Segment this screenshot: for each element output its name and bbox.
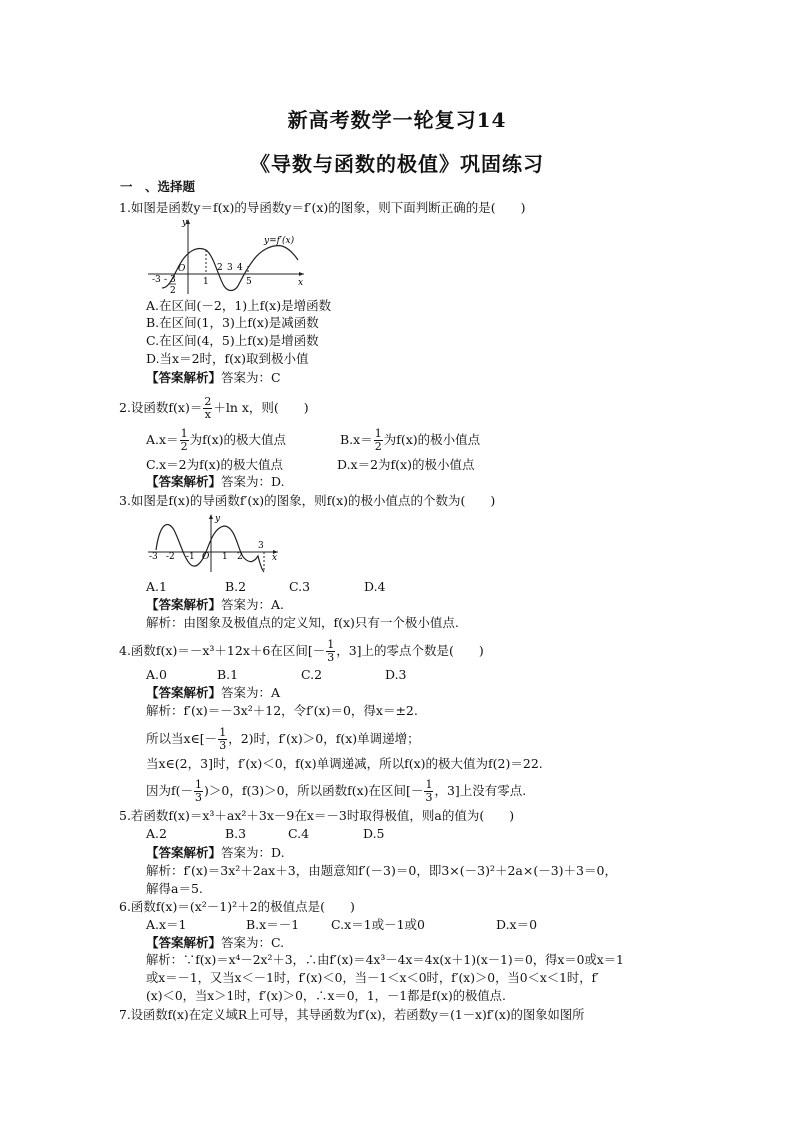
q3-y-label: y	[215, 514, 221, 524]
q4-option-a: A.0	[146, 667, 167, 682]
q4-stem-pre: 4.函数f(x)＝－x³＋12x＋6在区间[－	[119, 643, 326, 658]
q1-option-b: B.在区间(1，3)上f(x)是减函数	[146, 315, 319, 330]
q6-option-b: B.x＝－1	[246, 917, 300, 932]
q4-answer-text: 答案为：A	[221, 685, 281, 700]
q6-option-a: A.x＝1	[146, 917, 187, 932]
q4-e2-post: ，2)时，f′(x)＞0，f(x)单调递增；	[228, 731, 420, 746]
q2-option-b	[340, 428, 480, 453]
q4-e2-den: 3	[219, 739, 227, 752]
q4-fraction	[326, 639, 335, 664]
svg-text:-: -	[164, 275, 168, 285]
section-heading: 一 、选择题	[120, 179, 196, 194]
q4-answer-tag: 【答案解析】	[146, 685, 222, 700]
q3-y-arrow	[209, 514, 213, 519]
q4-explanation-2	[146, 727, 420, 752]
q4-e4-num2: 1	[425, 778, 433, 791]
q4-e4-den2: 3	[425, 791, 433, 804]
q6-answer-tag: 【答案解析】	[146, 935, 222, 950]
q3-answer-text: 答案为：A.	[221, 597, 285, 612]
q2-opt-b-frac	[374, 428, 383, 453]
q2-opt-b-post: 为f(x)的极小值点	[383, 432, 481, 447]
q1-tick-5: 5	[246, 277, 252, 287]
q2-opt-a-frac	[180, 428, 189, 453]
q7-stem: 7.设函数f(x)在定义域R上可导，其导函数为f′(x)，若函数y＝(1－x)f′(x)的图象如图所	[119, 1008, 585, 1022]
q2-answer	[146, 473, 285, 490]
q4-e4-num1: 1	[195, 778, 203, 791]
q1-tick-4: 4	[237, 263, 243, 273]
q6-explanation-1: 解析：∵f(x)＝x⁴－2x²＋3，∴由f′(x)＝4x³－4x＝4x(x＋1)(x－1)＝0，得x＝0或x＝1	[146, 953, 624, 967]
q2-frac-den: x	[204, 408, 211, 421]
q1-x-arrow	[299, 272, 304, 276]
q3-derivative-graph	[146, 512, 281, 574]
q6-option-c: C.x＝1或－1或0	[331, 917, 426, 932]
q3-option-a: A.1	[146, 579, 167, 594]
q4-answer	[146, 684, 280, 701]
q1-origin-label: O	[178, 264, 186, 274]
q4-e2-pre: 所以当x∈[－	[146, 731, 218, 746]
q3-tick-1: 1	[222, 552, 228, 562]
q2-opt-a-den: 2	[180, 440, 188, 453]
q1-option-d: D.当x＝2时，f(x)取到极小值	[146, 351, 309, 366]
q3-explanation: 解析：由图象及极值点的定义知，f(x)只有一个极小值点.	[146, 615, 459, 630]
q1-derivative-graph	[148, 216, 308, 296]
q2-fraction	[203, 396, 212, 421]
q1-option-a: A.在区间(－2，1)上f(x)是增函数	[146, 298, 332, 313]
q1-answer-text: 答案为：C	[221, 370, 281, 385]
q2-option-c: C.x＝2为f(x)的极大值点	[146, 457, 284, 472]
q5-stem: 5.若函数f(x)＝x³＋ax²＋3x－9在x＝－3时取得极值，则a的值为( )	[119, 808, 515, 823]
q5-answer-text: 答案为：D.	[221, 845, 285, 860]
q2-stem-pre: 2.设函数f(x)＝	[119, 400, 203, 415]
q3-tick-neg3: -3	[149, 552, 158, 562]
q2-stem-post: ＋ln x，则( )	[213, 400, 309, 415]
q6-option-d: D.x＝0	[496, 917, 538, 932]
q6-answer	[146, 934, 284, 951]
q5-option-b: B.3	[225, 826, 247, 841]
q4-e2-num: 1	[219, 726, 227, 739]
svg-text:2: 2	[170, 286, 176, 296]
q3-tick-neg1: -1	[186, 552, 195, 562]
q2-answer-tag: 【答案解析】	[146, 474, 222, 489]
q5-explanation-2: 解得a＝5.	[146, 881, 203, 896]
q1-tick-2: 2	[217, 263, 223, 273]
doc-title: 新高考数学一轮复习14	[287, 108, 507, 132]
q3-option-c: C.3	[289, 579, 311, 594]
q6-explanation-3: (x)＜0，当x＞1时，f′(x)＞0，∴x＝0，1，－1都是f(x)的极值点.	[146, 989, 506, 1003]
q3-x-label: x	[272, 553, 278, 563]
q3-option-d: D.4	[364, 579, 386, 594]
q4-option-b: B.1	[217, 667, 239, 682]
q2-stem	[119, 396, 309, 421]
q1-answer-tag: 【答案解析】	[146, 370, 222, 385]
q5-option-d: D.5	[363, 826, 385, 841]
q3-option-b: B.2	[225, 579, 247, 594]
q3-tick-2: 2	[237, 552, 243, 562]
q6-stem: 6.函数f(x)＝(x²－1)²＋2的极值点是( )	[119, 899, 355, 914]
q1-option-c: C.在区间(4，5)上f(x)是增函数	[146, 333, 319, 348]
q5-answer	[146, 844, 285, 861]
q1-curve-label: y=f′(x)	[264, 236, 295, 246]
q3-answer-tag: 【答案解析】	[146, 597, 222, 612]
q3-stem: 3.如图是f(x)的导函数f′(x)的图象，则f(x)的极小值点的个数为( )	[119, 493, 496, 508]
q1-answer	[146, 369, 281, 386]
q2-option-d: D.x＝2为f(x)的极小值点	[337, 457, 475, 472]
q4-e4-den1: 3	[195, 791, 203, 804]
q6-answer-text: 答案为：C.	[221, 935, 285, 950]
svg-text:3: 3	[170, 275, 176, 285]
q1-tick-3: 3	[227, 263, 233, 273]
q4-e4-pre: 因为f(－	[146, 783, 194, 798]
q2-frac-num: 2	[204, 395, 212, 408]
q3-origin-label: O	[202, 552, 210, 562]
q4-e4-frac2	[424, 779, 433, 804]
q4-explanation-4	[146, 779, 526, 804]
q1-tick-neg3half	[164, 275, 176, 296]
q1-tick-1: 1	[203, 277, 209, 287]
doc-subtitle: 《导数与函数的极值》巩固练习	[250, 152, 544, 176]
q2-answer-text: 答案为：D.	[221, 474, 285, 489]
q4-e4-post: ，3]上没有零点.	[434, 783, 527, 798]
q5-explanation-1: 解析：f′(x)＝3x²＋2ax＋3，由题意知f′(－3)＝0，即3×(－3)²＋2a×(－3)＋3＝0，	[146, 863, 617, 878]
q2-opt-a-pre: A.x＝	[146, 432, 179, 447]
q3-tick-3: 3	[258, 541, 264, 551]
q5-option-c: C.4	[288, 826, 310, 841]
q4-frac-num: 1	[327, 638, 335, 651]
q1-y-label: y	[182, 218, 188, 228]
q3-fprime-curve	[156, 525, 264, 572]
q4-e2-frac	[218, 727, 227, 752]
q4-frac-den: 3	[327, 651, 335, 664]
q2-opt-a-post: 为f(x)的极大值点	[189, 432, 286, 447]
q4-stem-post: ，3]上的零点个数是( )	[336, 643, 484, 658]
q3-tick-neg2: -2	[166, 552, 175, 562]
q1-tick-neg3: -3	[152, 275, 161, 285]
q4-option-c: C.2	[301, 667, 323, 682]
q4-explanation-1: 解析：f′(x)＝－3x²＋12，令f′(x)＝0，得x＝±2.	[146, 703, 418, 718]
q4-e4-frac1	[194, 779, 203, 804]
q6-explanation-2: 或x＝－1，又当x＜－1时，f′(x)＜0，当－1＜x＜0时，f′(x)＞0，当0＜x＜1时，f′	[146, 971, 599, 985]
q2-option-a	[146, 428, 286, 453]
q2-opt-b-num: 1	[374, 427, 382, 440]
q4-option-d: D.3	[385, 667, 407, 682]
q3-answer	[146, 596, 284, 613]
q4-e4-mid: )＞0，f(3)＞0，所以函数f(x)在区间[－	[204, 783, 424, 798]
q1-stem: 1.如图是函数y＝f(x)的导函数y＝f′(x)的图象，则下面判断正确的是( )	[119, 200, 526, 215]
q2-opt-b-pre: B.x＝	[340, 432, 373, 447]
q4-explanation-3: 当x∈(2，3]时，f′(x)＜0，f(x)单调递减，所以f(x)的极大值为f(2)＝22.	[146, 756, 543, 771]
q1-x-label: x	[298, 278, 304, 288]
q5-option-a: A.2	[146, 826, 167, 841]
q4-stem	[119, 639, 484, 664]
q5-answer-tag: 【答案解析】	[146, 845, 222, 860]
q2-opt-b-den: 2	[374, 440, 382, 453]
q2-opt-a-num: 1	[180, 427, 188, 440]
